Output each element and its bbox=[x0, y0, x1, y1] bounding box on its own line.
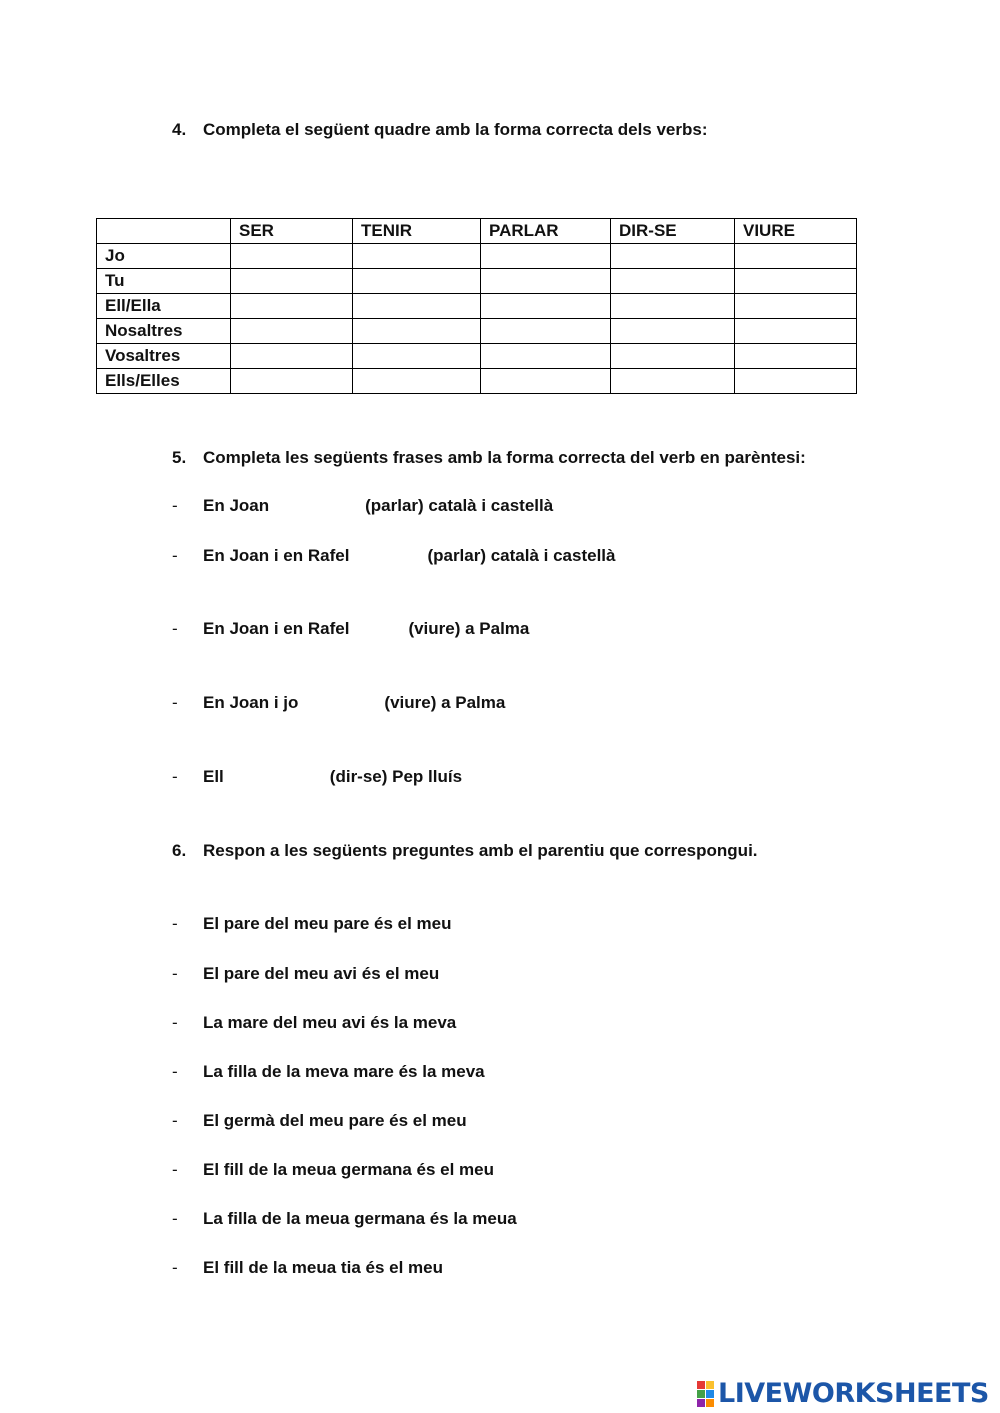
table-header-cell: SER bbox=[231, 219, 353, 244]
section-title: Completa les següents frases amb la forma correcta del verb en parèntesi: bbox=[203, 448, 806, 467]
answer-cell[interactable] bbox=[353, 369, 481, 394]
list-item bbox=[172, 1062, 605, 1082]
list-dash: - bbox=[172, 619, 178, 638]
sentence-rest: (parlar) català i castellà bbox=[365, 496, 554, 515]
question-text: El pare del meu pare és el meu bbox=[203, 914, 452, 933]
section-number: 6. bbox=[172, 841, 187, 860]
answer-cell[interactable] bbox=[481, 369, 611, 394]
list-dash: - bbox=[172, 964, 178, 983]
question-text: La filla de la meva mare és la meva bbox=[203, 1062, 485, 1081]
table-row bbox=[97, 269, 857, 294]
list-item bbox=[172, 767, 462, 787]
sentence-subject: Ell bbox=[203, 767, 224, 786]
answer-cell[interactable] bbox=[353, 344, 481, 369]
list-item bbox=[172, 964, 559, 984]
liveworksheets-logo bbox=[697, 1378, 989, 1409]
sentence-subject: En Joan i en Rafel bbox=[203, 619, 350, 638]
table-row bbox=[97, 369, 857, 394]
list-dash: - bbox=[172, 1160, 178, 1179]
table-header-cell: VIURE bbox=[735, 219, 857, 244]
answer-cell[interactable] bbox=[481, 294, 611, 319]
question-text: La mare del meu avi és la meva bbox=[203, 1013, 457, 1032]
answer-cell[interactable] bbox=[353, 294, 481, 319]
table-row bbox=[97, 319, 857, 344]
section-number: 4. bbox=[172, 120, 187, 139]
table-header-cell: TENIR bbox=[353, 219, 481, 244]
verb-conjugation-table bbox=[96, 218, 857, 394]
answer-cell[interactable] bbox=[611, 269, 735, 294]
question-text: La filla de la meua germana és la meua bbox=[203, 1209, 517, 1228]
list-dash: - bbox=[172, 693, 178, 712]
section-title: Completa el següent quadre amb la forma correcta dels verbs: bbox=[203, 120, 708, 139]
answer-cell[interactable] bbox=[231, 269, 353, 294]
sentence-subject: En Joan i en Rafel bbox=[203, 546, 350, 565]
table-header-cell: DIR-SE bbox=[611, 219, 735, 244]
answer-cell[interactable] bbox=[735, 244, 857, 269]
sentence-subject: En Joan i jo bbox=[203, 693, 299, 712]
answer-cell[interactable] bbox=[481, 244, 611, 269]
answer-cell[interactable] bbox=[611, 344, 735, 369]
list-item bbox=[172, 1013, 576, 1033]
question-text: El germà del meu pare és el meu bbox=[203, 1111, 467, 1130]
section-5-heading bbox=[172, 448, 806, 468]
list-dash: - bbox=[172, 1258, 178, 1277]
logo-text: LIVEWORKSHEETS bbox=[718, 1378, 989, 1409]
pronoun-cell: Vosaltres bbox=[97, 344, 231, 369]
answer-cell[interactable] bbox=[735, 344, 857, 369]
table-row bbox=[97, 244, 857, 269]
sentence-rest: (parlar) català i castellà bbox=[427, 546, 616, 565]
answer-cell[interactable] bbox=[231, 244, 353, 269]
list-dash: - bbox=[172, 546, 178, 565]
answer-cell[interactable] bbox=[481, 319, 611, 344]
question-text: El fill de la meua germana és el meu bbox=[203, 1160, 495, 1179]
pronoun-cell: Ell/Ella bbox=[97, 294, 231, 319]
question-text: El pare del meu avi és el meu bbox=[203, 964, 440, 983]
answer-cell[interactable] bbox=[231, 344, 353, 369]
sentence-subject: En Joan bbox=[203, 496, 270, 515]
list-item bbox=[172, 1160, 614, 1180]
table-row bbox=[97, 294, 857, 319]
pronoun-cell: Ells/Elles bbox=[97, 369, 231, 394]
answer-cell[interactable] bbox=[231, 319, 353, 344]
answer-cell[interactable] bbox=[735, 369, 857, 394]
list-dash: - bbox=[172, 914, 178, 933]
list-item bbox=[172, 496, 553, 516]
list-dash: - bbox=[172, 767, 178, 786]
answer-cell[interactable] bbox=[231, 294, 353, 319]
table-header-cell: PARLAR bbox=[481, 219, 611, 244]
list-item bbox=[172, 1111, 587, 1131]
answer-cell[interactable] bbox=[611, 294, 735, 319]
question-text: El fill de la meua tia és el meu bbox=[203, 1258, 443, 1277]
pronoun-cell: Nosaltres bbox=[97, 319, 231, 344]
list-item bbox=[172, 914, 572, 934]
sentence-rest: (dir-se) Pep lluís bbox=[329, 767, 463, 786]
sentence-rest: (viure) a Palma bbox=[408, 619, 530, 638]
table-header-row bbox=[97, 219, 857, 244]
answer-cell[interactable] bbox=[231, 369, 353, 394]
list-dash: - bbox=[172, 1013, 178, 1032]
answer-cell[interactable] bbox=[481, 269, 611, 294]
answer-cell[interactable] bbox=[611, 244, 735, 269]
answer-cell[interactable] bbox=[353, 269, 481, 294]
list-dash: - bbox=[172, 1209, 178, 1228]
list-item bbox=[172, 693, 505, 713]
list-item bbox=[172, 546, 615, 566]
sentence-rest: (viure) a Palma bbox=[384, 693, 506, 712]
section-4-heading bbox=[172, 120, 708, 140]
list-dash: - bbox=[172, 1111, 178, 1130]
section-title: Respon a les següents preguntes amb el parentiu que correspongui. bbox=[203, 841, 758, 860]
list-item bbox=[172, 1209, 637, 1229]
answer-cell[interactable] bbox=[353, 319, 481, 344]
liveworksheets-logo-icon bbox=[697, 1381, 714, 1407]
list-dash: - bbox=[172, 1062, 178, 1081]
table-header-cell bbox=[97, 219, 231, 244]
pronoun-cell: Tu bbox=[97, 269, 231, 294]
section-6-heading bbox=[172, 841, 758, 861]
answer-cell[interactable] bbox=[481, 344, 611, 369]
answer-cell[interactable] bbox=[611, 319, 735, 344]
section-number: 5. bbox=[172, 448, 187, 467]
answer-cell[interactable] bbox=[735, 269, 857, 294]
list-dash: - bbox=[172, 496, 178, 515]
answer-cell[interactable] bbox=[353, 244, 481, 269]
list-item bbox=[172, 1258, 563, 1278]
pronoun-cell: Jo bbox=[97, 244, 231, 269]
list-item bbox=[172, 619, 529, 639]
answer-cell[interactable] bbox=[611, 369, 735, 394]
answer-cell[interactable] bbox=[735, 294, 857, 319]
answer-cell[interactable] bbox=[735, 319, 857, 344]
table-row bbox=[97, 344, 857, 369]
